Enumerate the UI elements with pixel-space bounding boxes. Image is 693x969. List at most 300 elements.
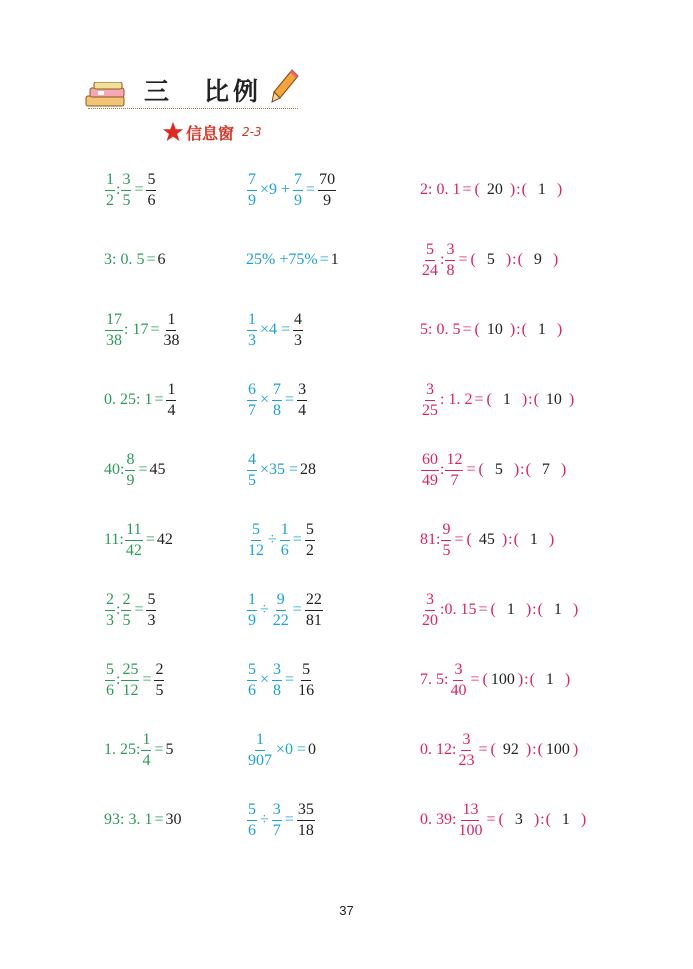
- exercise-10-c1: [104, 795, 181, 845]
- parenthesis: (: [490, 741, 496, 758]
- numerator: 8: [125, 452, 135, 471]
- fraction: [247, 732, 273, 769]
- exercise-6-c1: [104, 515, 173, 565]
- parenthesis: ): [572, 601, 579, 618]
- fraction: [293, 172, 303, 209]
- parenthesis: ): [525, 601, 532, 618]
- expression-text: :: [532, 601, 537, 618]
- operator: =: [154, 741, 164, 758]
- books-icon: [84, 82, 128, 108]
- operator: =: [478, 601, 488, 618]
- denominator: 9: [248, 191, 256, 209]
- exercise-9-c3: [420, 725, 579, 775]
- denominator: 5: [442, 541, 451, 559]
- expression-text: 7. 5:: [420, 671, 449, 688]
- fraction: [421, 592, 439, 629]
- denominator: 25: [422, 401, 438, 419]
- numerator: 9: [276, 592, 286, 611]
- operator: ×9 +: [260, 181, 291, 198]
- denominator: 5: [248, 471, 256, 489]
- expression-text: :: [512, 251, 517, 268]
- numerator: 7: [247, 172, 257, 191]
- parenthesis: (: [466, 531, 472, 548]
- numerator: 1: [280, 522, 290, 541]
- operator: =: [466, 461, 476, 478]
- fraction: [441, 522, 451, 559]
- operator: ×4 =: [260, 321, 291, 338]
- numerator: 5: [247, 662, 257, 681]
- numerator: 7: [293, 172, 303, 191]
- denominator: 7: [450, 471, 459, 489]
- operator: =: [306, 181, 316, 198]
- denominator: 5: [122, 611, 131, 629]
- numerator: 70: [318, 172, 336, 191]
- denominator: 12: [248, 541, 264, 559]
- fraction: [247, 312, 257, 349]
- parenthesis: (: [537, 741, 543, 758]
- denominator: 20: [422, 611, 438, 629]
- denominator: 9: [294, 191, 303, 209]
- operator: =: [470, 671, 480, 688]
- numerator: 1: [141, 732, 151, 751]
- result: 5: [165, 741, 174, 758]
- denominator: 6: [280, 541, 289, 559]
- exercise-4-c3: [420, 375, 575, 425]
- denominator: 5: [155, 681, 164, 699]
- parenthesis: (: [517, 251, 523, 268]
- answer-value: 1: [537, 321, 546, 338]
- exercise-3-c3: [420, 305, 563, 355]
- fraction: [445, 452, 463, 489]
- exercise-7-c3: [420, 585, 579, 635]
- expression-text: :: [516, 321, 521, 338]
- parenthesis: (: [470, 251, 476, 268]
- expression-text: 5: 0. 5: [420, 321, 461, 338]
- parenthesis: ): [525, 741, 532, 758]
- numerator: 1: [247, 592, 257, 611]
- answer-value: 1: [545, 671, 554, 688]
- numerator: 1: [166, 382, 176, 401]
- exercise-3-c2: [246, 305, 304, 355]
- expression-text: :: [440, 461, 445, 478]
- denominator: 2: [106, 191, 114, 209]
- section-code: 2-3: [242, 125, 262, 139]
- fraction: [247, 662, 257, 699]
- expression-text: 3: 0. 5: [104, 251, 145, 268]
- expression-text: :: [508, 531, 513, 548]
- fraction: [247, 802, 257, 839]
- parenthesis: (: [486, 391, 492, 408]
- denominator: 6: [248, 821, 256, 839]
- operator: =: [462, 321, 472, 338]
- denominator: 24: [422, 261, 438, 279]
- parenthesis: ): [564, 671, 571, 688]
- operator: =: [150, 321, 160, 338]
- fraction: [305, 592, 323, 629]
- fraction: [121, 592, 131, 629]
- fraction: [105, 662, 115, 699]
- expression-text: 93: 3. 1: [104, 811, 153, 828]
- expression-text: 0. 39:: [420, 811, 457, 828]
- parenthesis: (: [533, 391, 539, 408]
- exercise-8-c2: [246, 655, 316, 705]
- parenthesis: ): [517, 671, 524, 688]
- expression-text: : 1. 2: [440, 391, 473, 408]
- operator: ×: [260, 391, 270, 408]
- parenthesis: (: [529, 671, 535, 688]
- operator: =: [142, 671, 152, 688]
- exercise-7-c2: [246, 585, 324, 635]
- parenthesis: (: [474, 181, 480, 198]
- numerator: 5: [305, 522, 315, 541]
- parenthesis: ): [556, 321, 563, 338]
- operator: =: [138, 461, 148, 478]
- exercise-7-c1: [104, 585, 157, 635]
- exercise-10-c2: [246, 795, 316, 845]
- answer-value: 1: [502, 391, 511, 408]
- numerator: 3: [445, 242, 455, 261]
- denominator: 907: [248, 751, 272, 769]
- parenthesis: (: [513, 531, 519, 548]
- operator: =: [319, 251, 329, 268]
- exercise-1-c1: [104, 165, 157, 215]
- exercise-9-c1: [104, 725, 173, 775]
- denominator: 22: [272, 611, 289, 629]
- parenthesis: ): [580, 811, 587, 828]
- parenthesis: ): [568, 391, 575, 408]
- exercise-4-c1: [104, 375, 177, 425]
- fraction: [272, 802, 282, 839]
- parenthesis: (: [521, 181, 527, 198]
- numerator: 3: [272, 662, 282, 681]
- denominator: 2: [305, 541, 314, 559]
- expression-text: 81:: [420, 531, 441, 548]
- fraction: [125, 452, 135, 489]
- operator: =: [474, 391, 484, 408]
- denominator: 8: [273, 401, 282, 419]
- denominator: 38: [163, 331, 180, 349]
- answer-value: 9: [533, 251, 542, 268]
- operator: =: [454, 531, 464, 548]
- denominator: 100: [458, 821, 483, 839]
- numerator: 2: [154, 662, 164, 681]
- numerator: 60: [421, 452, 439, 471]
- expression-text: 0. 12:: [420, 741, 457, 758]
- denominator: 3: [147, 611, 156, 629]
- denominator: 40: [450, 681, 467, 699]
- parenthesis: ): [509, 181, 516, 198]
- operator: =: [458, 251, 468, 268]
- numerator: 2: [121, 592, 131, 611]
- fraction: [421, 452, 439, 489]
- denominator: 9: [126, 471, 135, 489]
- fraction: [105, 312, 123, 349]
- answer-value: 5: [486, 251, 495, 268]
- answer-value: 1: [506, 601, 515, 618]
- operator: ÷: [260, 601, 269, 618]
- denominator: 12: [122, 681, 139, 699]
- fraction: [125, 522, 143, 559]
- numerator: 1: [247, 312, 257, 331]
- fraction: [272, 662, 282, 699]
- parenthesis: (: [498, 811, 504, 828]
- fraction: [141, 732, 151, 769]
- parenthesis: ): [513, 461, 520, 478]
- operator: =: [285, 671, 295, 688]
- numerator: 5: [247, 802, 257, 821]
- fraction: [121, 172, 131, 209]
- expression-text: :: [540, 811, 545, 828]
- fraction: [305, 522, 315, 559]
- parenthesis: ): [548, 531, 555, 548]
- exercise-8-c3: [420, 655, 571, 705]
- numerator: 4: [293, 312, 303, 331]
- answer-value: 100: [545, 741, 570, 758]
- fraction: [457, 732, 475, 769]
- expression-text: :: [116, 181, 121, 198]
- operator: =: [292, 531, 302, 548]
- fraction: [247, 452, 257, 489]
- answer-value: 1: [537, 181, 546, 198]
- denominator: 42: [125, 541, 142, 559]
- denominator: 6: [106, 681, 114, 699]
- fraction: [162, 312, 180, 349]
- denominator: 4: [167, 401, 176, 419]
- exercise-5-c2: [246, 445, 316, 495]
- exercise-9-c2: [246, 725, 316, 775]
- operator: =: [284, 811, 294, 828]
- numerator: 3: [425, 382, 435, 401]
- numerator: 35: [297, 802, 315, 821]
- denominator: 18: [297, 821, 314, 839]
- expression-text: :: [520, 461, 525, 478]
- operator: ×35 =: [260, 461, 299, 478]
- answer-value: 7: [541, 461, 550, 478]
- numerator: 5: [146, 592, 156, 611]
- operator: =: [145, 531, 155, 548]
- fraction: [166, 382, 176, 419]
- exercise-6-c2: [246, 515, 316, 565]
- exercise-2-c2: [246, 235, 339, 285]
- fraction: [421, 382, 439, 419]
- operator: =: [146, 251, 156, 268]
- fraction: [247, 522, 265, 559]
- denominator: 5: [122, 191, 131, 209]
- fraction: [421, 242, 439, 279]
- expression-text: :0. 15: [440, 601, 477, 618]
- fraction: [293, 312, 303, 349]
- parenthesis: ): [533, 811, 540, 828]
- parenthesis: ): [501, 531, 508, 548]
- expression-text: 25% +75%: [246, 251, 318, 268]
- operator: =: [292, 601, 302, 618]
- chapter-header: [84, 68, 314, 108]
- fraction: [449, 662, 467, 699]
- parenthesis: (: [474, 321, 480, 338]
- exercise-1-c2: [246, 165, 337, 215]
- parenthesis: ): [560, 461, 567, 478]
- result: 0: [308, 741, 317, 758]
- answer-value: 1: [529, 531, 538, 548]
- expression-text: :: [440, 251, 445, 268]
- fraction: [146, 592, 156, 629]
- parenthesis: (: [537, 601, 543, 618]
- denominator: 7: [272, 821, 281, 839]
- exercise-1-c3: [420, 165, 563, 215]
- numerator: 7: [272, 382, 282, 401]
- parenthesis: (: [525, 461, 531, 478]
- exercise-2-c3: [420, 235, 559, 285]
- result: 28: [300, 461, 317, 478]
- answer-value: 92: [502, 741, 519, 758]
- expression-text: :: [516, 181, 521, 198]
- expression-text: :: [116, 601, 121, 618]
- numerator: 3: [272, 802, 282, 821]
- answer-value: 10: [486, 321, 503, 338]
- operator: ×: [260, 671, 270, 688]
- exercise-8-c1: [104, 655, 165, 705]
- numerator: 3: [297, 382, 307, 401]
- denominator: 7: [248, 401, 256, 419]
- denominator: 6: [248, 681, 256, 699]
- denominator: 3: [248, 331, 256, 349]
- exercise-4-c2: [246, 375, 308, 425]
- numerator: 2: [105, 592, 115, 611]
- result: 30: [165, 811, 182, 828]
- expression-text: :: [532, 741, 537, 758]
- numerator: 11: [125, 522, 142, 541]
- parenthesis: ): [521, 391, 528, 408]
- answer-value: 5: [494, 461, 503, 478]
- operator: =: [486, 811, 496, 828]
- fraction: [457, 802, 483, 839]
- operator: ÷: [268, 531, 277, 548]
- numerator: 1: [166, 312, 176, 331]
- denominator: 8: [446, 261, 455, 279]
- numerator: 3: [121, 172, 131, 191]
- answer-value: 1: [561, 811, 570, 828]
- expression-text: 1. 25:: [104, 741, 141, 758]
- exercise-6-c3: [420, 515, 555, 565]
- exercise-5-c3: [420, 445, 567, 495]
- denominator: 3: [294, 331, 303, 349]
- numerator: 5: [146, 172, 156, 191]
- numerator: 12: [445, 452, 463, 471]
- numerator: 5: [251, 522, 261, 541]
- operator: =: [285, 391, 295, 408]
- numerator: 5: [105, 662, 115, 681]
- parenthesis: (: [521, 321, 527, 338]
- numerator: 5: [301, 662, 311, 681]
- answer-value: 3: [514, 811, 523, 828]
- numerator: 4: [247, 452, 257, 471]
- numerator: 17: [105, 312, 123, 331]
- fraction: [247, 172, 257, 209]
- exercise-2-c1: [104, 235, 165, 285]
- denominator: 9: [323, 191, 332, 209]
- pencil-icon: [270, 68, 300, 104]
- answer-value: 10: [545, 391, 562, 408]
- denominator: 9: [248, 611, 256, 629]
- parenthesis: ): [552, 251, 559, 268]
- parenthesis: (: [490, 601, 496, 618]
- exercise-10-c3: [420, 795, 587, 845]
- operator: =: [462, 181, 472, 198]
- operator: =: [154, 811, 164, 828]
- operator: =: [154, 391, 164, 408]
- operator: ×0 =: [276, 741, 307, 758]
- fraction: [146, 172, 156, 209]
- fraction: [272, 592, 290, 629]
- denominator: 3: [106, 611, 114, 629]
- exercise-3-c1: [104, 305, 181, 355]
- numerator: 5: [425, 242, 435, 261]
- operator: =: [478, 741, 488, 758]
- denominator: 4: [298, 401, 307, 419]
- operator: =: [134, 181, 144, 198]
- parenthesis: ): [572, 741, 579, 758]
- chapter-title: 比例: [204, 77, 263, 106]
- fraction: [297, 802, 315, 839]
- fraction: [247, 592, 257, 629]
- denominator: 4: [142, 751, 151, 769]
- numerator: 3: [461, 732, 471, 751]
- denominator: 8: [273, 681, 282, 699]
- section-heading: [162, 120, 262, 144]
- result: 6: [157, 251, 166, 268]
- fraction: [105, 592, 115, 629]
- fraction: [318, 172, 336, 209]
- expression-text: :: [524, 671, 529, 688]
- expression-text: :: [116, 671, 121, 688]
- chapter-number: 三: [144, 77, 172, 106]
- parenthesis: ): [556, 181, 563, 198]
- numerator: 13: [461, 802, 479, 821]
- fraction: [297, 662, 315, 699]
- result: 45: [149, 461, 166, 478]
- parenthesis: ): [505, 251, 512, 268]
- exercise-5-c1: [104, 445, 165, 495]
- fraction: [297, 382, 307, 419]
- section-title: 信息窗: [186, 123, 235, 143]
- answer-value: 20: [486, 181, 503, 198]
- expression-text: 11:: [104, 531, 124, 548]
- denominator: 38: [106, 331, 122, 349]
- denominator: 81: [305, 611, 322, 629]
- numerator: 22: [305, 592, 323, 611]
- numerator: 3: [453, 662, 463, 681]
- result: 42: [156, 531, 173, 548]
- star-icon: [162, 121, 184, 143]
- numerator: 1: [105, 172, 115, 191]
- result: 1: [330, 251, 339, 268]
- fraction: [280, 522, 290, 559]
- fraction: [247, 382, 257, 419]
- fraction: [445, 242, 455, 279]
- expression-text: : 17: [124, 321, 149, 338]
- fraction: [154, 662, 164, 699]
- header-divider: [88, 108, 298, 109]
- answer-value: 1: [553, 601, 562, 618]
- numerator: 25: [121, 662, 139, 681]
- denominator: 49: [422, 471, 438, 489]
- numerator: 9: [441, 522, 451, 541]
- fraction: [272, 382, 282, 419]
- numerator: 3: [425, 592, 435, 611]
- parenthesis: (: [482, 671, 488, 688]
- answer-value: 45: [478, 531, 495, 548]
- expression-text: :: [528, 391, 533, 408]
